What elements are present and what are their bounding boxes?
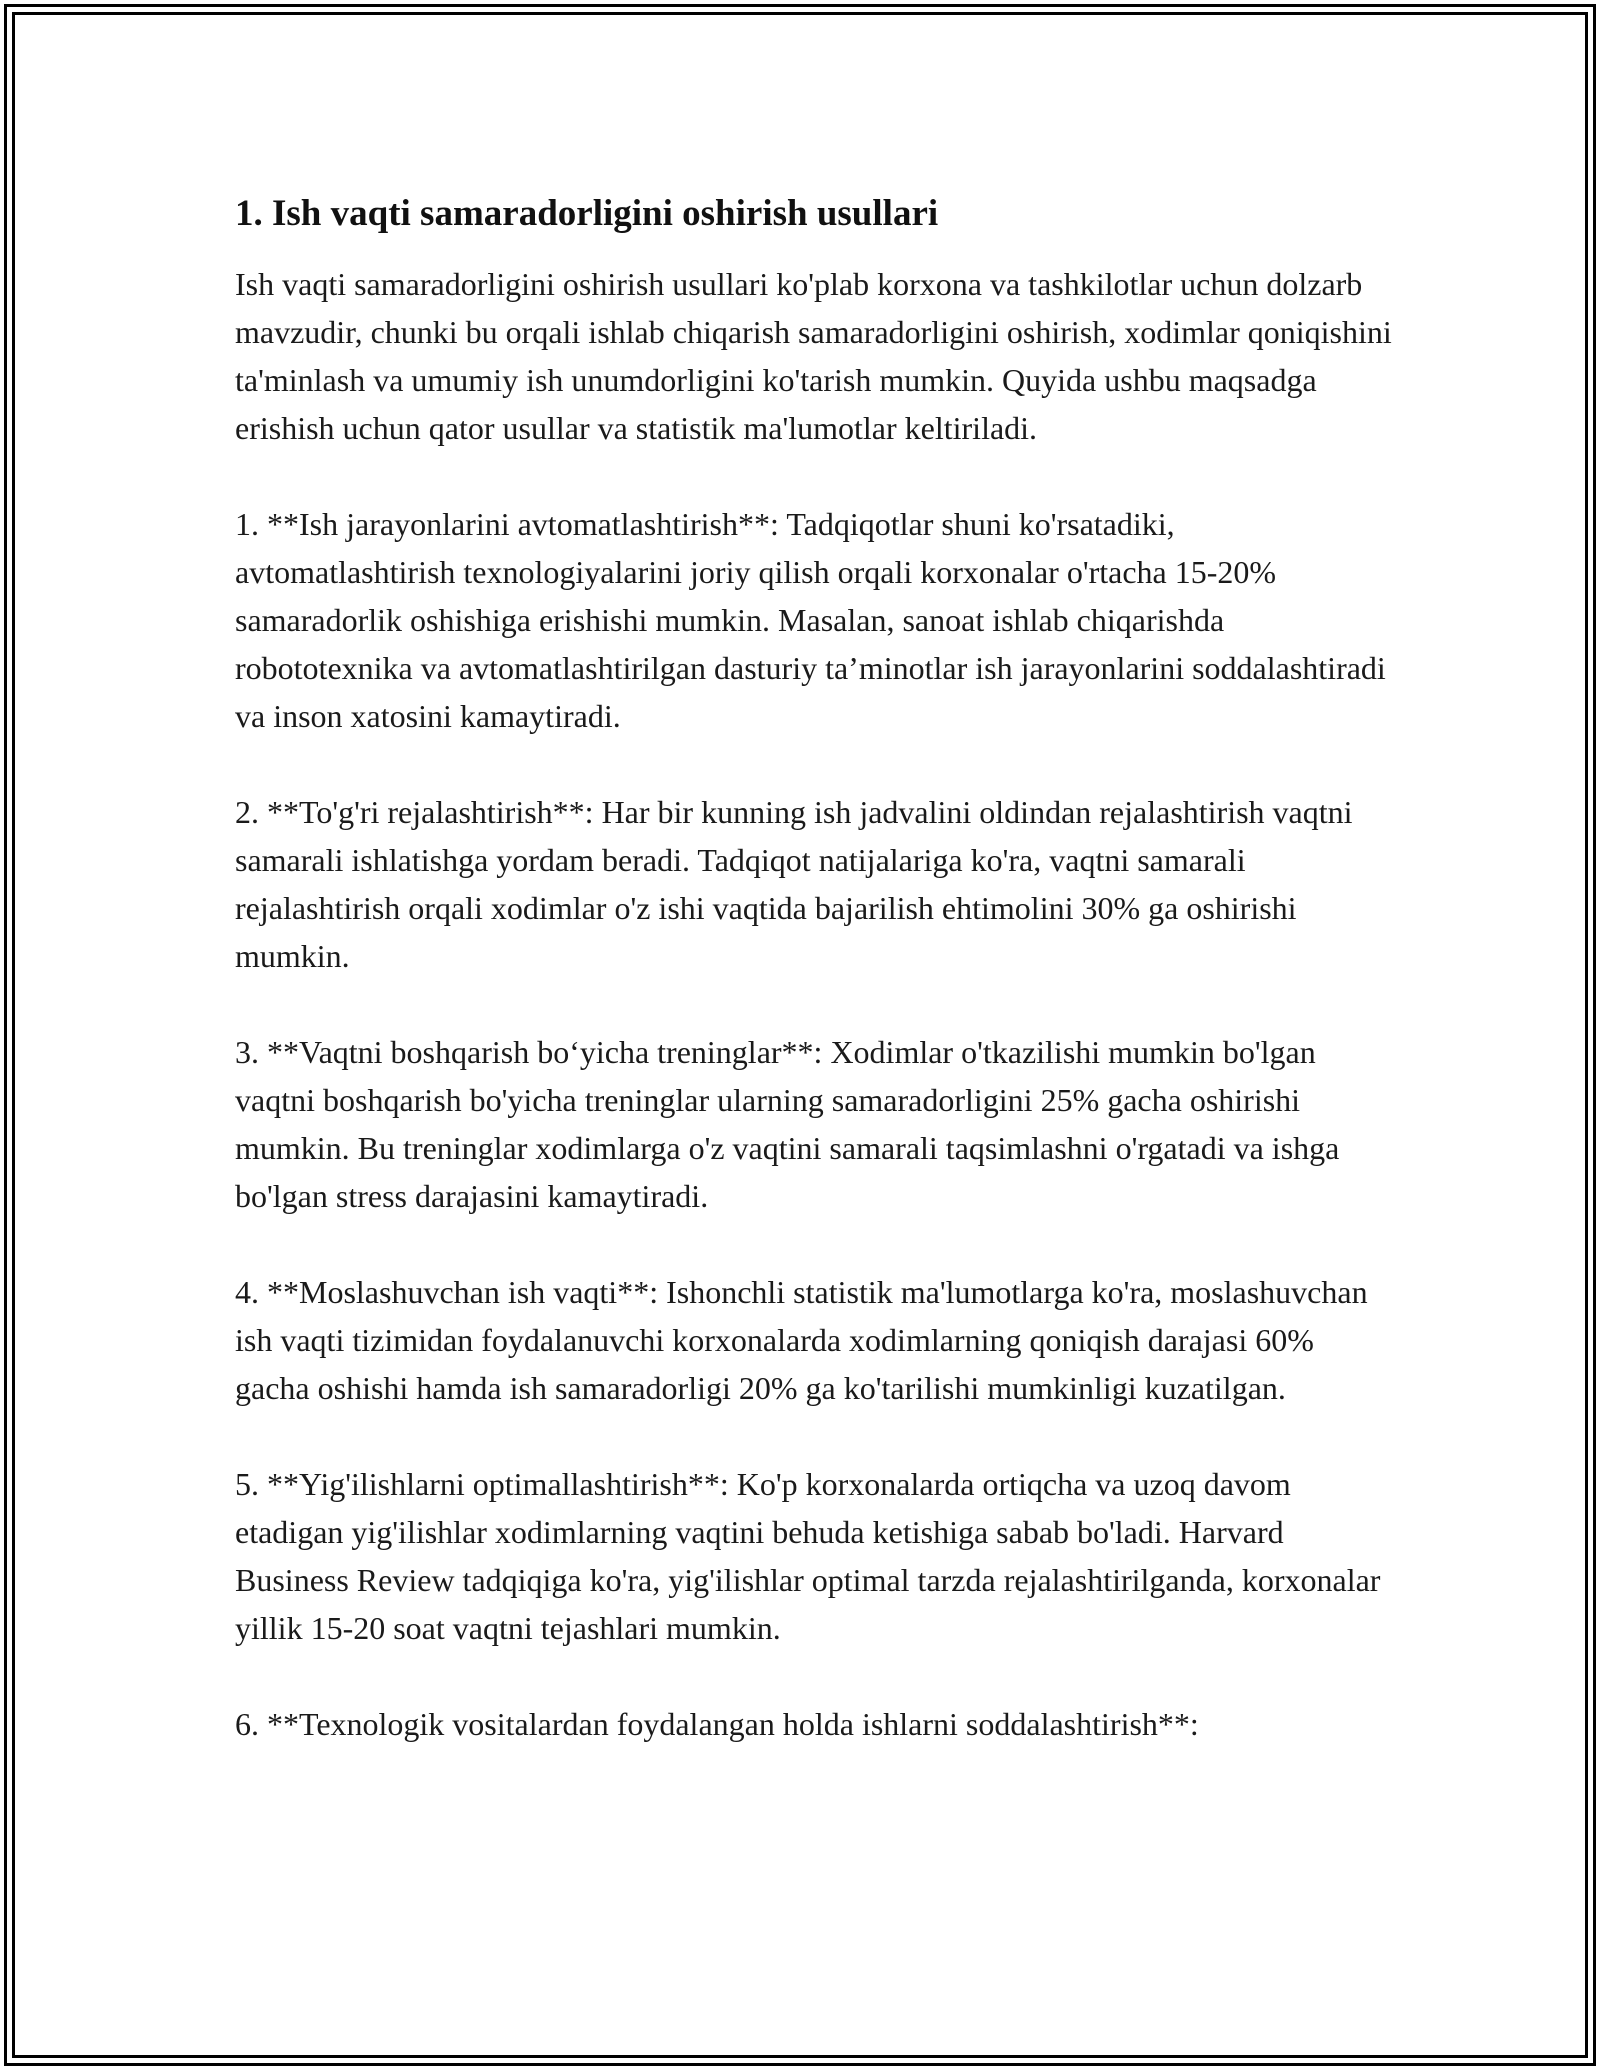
- document-body: [235, 188, 1395, 1748]
- item-tech-tools-paragraph: 6. **Texnologik vositalardan foydalangan holda ishlarni soddalashtirish**:: [235, 1706, 1199, 1742]
- intro-paragraph: Ish vaqti samaradorligini oshirish usullari ko'plab korxona va tashkilotlar uchun dolzarb mavzudir, chunki bu orqali ishlab chiqarish samaradorligini oshirish, xodimlar qoniqishini ta'minlash va umumiy ish unumdorligini ko'tarish mumkin. Quyida ushbu maqsadga erishish uchun qator usullar va statistik ma'lumotlar keltiriladi.: [235, 266, 1392, 446]
- item-training-paragraph: 3. **Vaqtni boshqarish bo‘yicha treninglar**: Xodimlar o'tkazilishi mumkin bo'lgan vaqtni boshqarish bo'yicha treninglar ularning samaradorligini 25% gacha oshirishi mumkin. Bu treninglar xodimlarga o'z vaqtini samarali taqsimlashni o'rgatadi va ishga bo'lgan stress darajasini kamaytiradi.: [235, 1034, 1340, 1214]
- document-title: 1. Ish vaqti samaradorligini oshirish usullari: [235, 193, 939, 234]
- item-meetings-paragraph: 5. **Yig'ilishlarni optimallashtirish**: Ko'p korxonalarda ortiqcha va uzoq davom etadigan yig'ilishlar xodimlarning vaqtini behuda ketishiga sabab bo'ladi. Harvard Business Review tadqiqiga ko'ra, yig'ilishlar optimal tarzda rejalashtirilganda, korxonalar yillik 15-20 soat vaqtni tejashlari mumkin.: [235, 1466, 1381, 1646]
- item-automation-paragraph: 1. **Ish jarayonlarini avtomatlashtirish**: Tadqiqotlar shuni ko'rsatadiki, avtomatlashtirish texnologiyalarini joriy qilish orqali korxonalar o'rtacha 15-20% samaradorlik oshishiga erishishi mumkin. Masalan, sanoat ishlab chiqarishda robototexnika va avtomatlashtirilgan dasturiy ta’minotlar ish jarayonlarini soddalashtiradi va inson xatosini kamaytiradi.: [235, 506, 1386, 734]
- item-planning-paragraph: 2. **To'g'ri rejalashtirish**: Har bir kunning ish jadvalini oldindan rejalashtirish vaqtni samarali ishlatishga yordam beradi. Tadqiqot natijalariga ko'ra, vaqtni samarali rejalashtirish orqali xodimlar o'z ishi vaqtida bajarilish ehtimolini 30% ga oshirishi mumkin.: [235, 794, 1353, 974]
- item-flexible-hours-paragraph: 4. **Moslashuvchan ish vaqti**: Ishonchli statistik ma'lumotlarga ko'ra, moslashuvchan ish vaqti tizimidan foydalanuvchi korxonalarda xodimlarning qoniqish darajasi 60% gacha oshishi hamda ish samaradorligi 20% ga ko'tarilishi mumkinligi kuzatilgan.: [235, 1274, 1368, 1406]
